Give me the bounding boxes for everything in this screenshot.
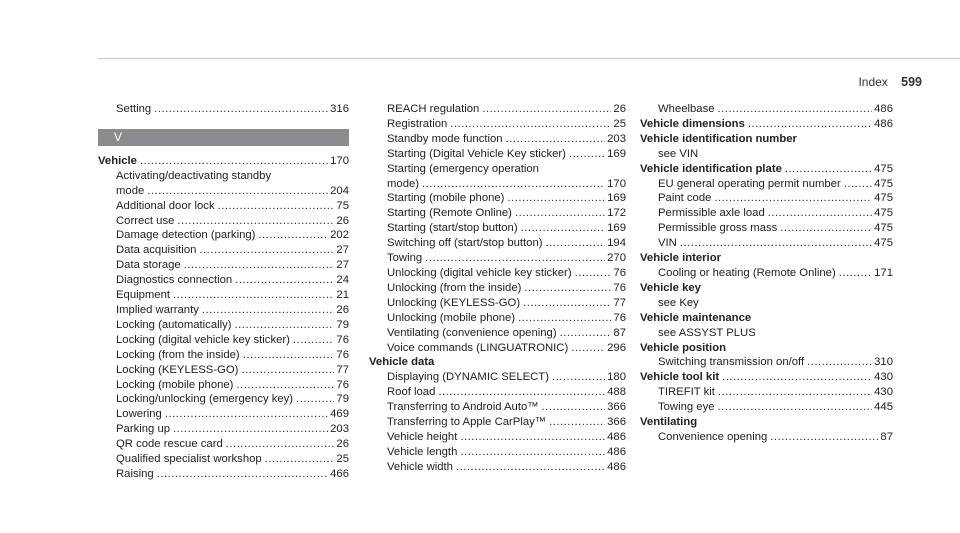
entry-label-line: Activating/deactivating standby — [116, 169, 272, 182]
entry-label: Vehicle — [98, 154, 137, 167]
entry-label: Locking (digital vehicle key sticker) — [116, 333, 290, 346]
entry-page: 180 — [607, 371, 626, 384]
index-entry[interactable] — [98, 273, 349, 288]
see-reference[interactable]: see ASSYST PLUS — [658, 326, 756, 339]
index-entry[interactable] — [98, 214, 349, 229]
entry-page: 87 — [613, 326, 626, 339]
index-entry[interactable] — [98, 422, 349, 437]
index-heading[interactable] — [640, 117, 893, 132]
entry-label: Unlocking (from the inside) — [387, 281, 522, 294]
leader-dots — [422, 177, 605, 192]
entry-label: EU general operating permit number — [658, 177, 841, 190]
entry-page: 203 — [607, 132, 626, 145]
entry-label: Locking/unlocking (emergency key) — [116, 393, 294, 406]
entry-label: QR code rescue card — [116, 438, 223, 451]
leader-dots — [718, 400, 873, 415]
index-entry[interactable] — [369, 102, 626, 117]
entry-label: Wheelbase — [658, 103, 715, 115]
index-entry[interactable] — [98, 407, 349, 422]
index-entry[interactable] — [98, 199, 349, 214]
index-heading[interactable]: Vehicle data — [369, 356, 435, 369]
index-entry[interactable] — [98, 243, 349, 258]
leader-dots — [226, 437, 335, 452]
top-rule — [98, 58, 960, 59]
entry-page: 170 — [330, 154, 349, 167]
entry-label: Starting (Digital Vehicle Key sticker) — [387, 147, 566, 160]
leader-dots — [569, 147, 605, 162]
entry-page: 486 — [607, 445, 626, 458]
leader-dots — [518, 311, 611, 326]
entry-page: 486 — [607, 430, 626, 443]
index-entry[interactable] — [369, 400, 626, 415]
index-heading[interactable]: Vehicle key — [640, 281, 701, 294]
entry-label: Starting (start/stop button) — [387, 222, 518, 235]
entry-page: 26 — [336, 438, 349, 451]
entry-page: 24 — [336, 274, 349, 287]
entry-page: 75 — [336, 199, 349, 212]
entry-page: 170 — [607, 177, 626, 190]
entry-label: mode — [116, 184, 145, 197]
entry-label: REACH regulation — [387, 103, 480, 115]
index-entry[interactable] — [369, 147, 626, 162]
leader-dots — [296, 392, 334, 407]
entry-label: Additional door lock — [116, 199, 215, 212]
leader-dots — [177, 214, 334, 229]
leader-dots — [243, 348, 335, 363]
entry-list — [640, 355, 893, 370]
index-entry[interactable] — [98, 348, 349, 363]
leader-dots — [844, 177, 872, 192]
index-entry[interactable] — [369, 281, 626, 296]
entry-label: Lowering — [116, 408, 162, 421]
leader-dots — [173, 422, 328, 437]
index-column-3 — [640, 102, 893, 445]
entry-label: Locking (mobile phone) — [116, 378, 234, 391]
index-entry[interactable] — [369, 311, 626, 326]
index-entry[interactable] — [369, 132, 626, 147]
entry-label: mode) — [387, 177, 420, 190]
leader-dots — [571, 341, 605, 356]
index-entry[interactable] — [369, 117, 626, 132]
entry-list — [369, 370, 626, 474]
entry-label: Permissible axle load — [658, 207, 765, 220]
entry-label-line: Starting (emergency operation — [387, 162, 539, 175]
entry-page: 475 — [874, 192, 893, 205]
leader-dots — [482, 102, 611, 117]
entry-page: 469 — [330, 408, 349, 421]
leader-dots — [218, 199, 335, 214]
leader-dots — [807, 355, 872, 370]
entry-page: 76 — [336, 378, 349, 391]
index-entry[interactable] — [98, 437, 349, 452]
entry-label: Equipment — [116, 289, 171, 302]
entry-label: Starting (Remote Online) — [387, 207, 512, 220]
leader-dots — [235, 318, 335, 333]
leader-dots — [199, 243, 334, 258]
entry-list — [640, 385, 893, 415]
index-entry[interactable] — [640, 191, 893, 206]
leader-dots — [680, 236, 872, 251]
entry-page: 316 — [330, 103, 349, 115]
entry-page: 169 — [607, 192, 626, 205]
index-entry[interactable] — [98, 184, 349, 199]
leader-dots — [438, 385, 605, 400]
leader-dots — [507, 191, 605, 206]
entry-page: 296 — [607, 341, 626, 354]
entry-label: Ventilating (convenience opening) — [387, 326, 557, 339]
leader-dots — [546, 236, 606, 251]
leader-dots — [140, 154, 328, 169]
index-entry[interactable] — [98, 392, 349, 407]
entry-page: 366 — [607, 401, 626, 414]
entry-page: 270 — [607, 252, 626, 265]
entry-label: Qualified specialist workshop — [116, 453, 262, 466]
index-entry[interactable] — [640, 430, 893, 445]
entry-page: 27 — [336, 259, 349, 272]
letter-section-header: V — [98, 129, 349, 146]
entry-page: 27 — [336, 244, 349, 257]
leader-dots — [236, 378, 334, 393]
entry-page: 76 — [613, 311, 626, 324]
entry-label: Cooling or heating (Remote Online) — [658, 266, 836, 279]
entry-page: 79 — [336, 393, 349, 406]
entry-label: Vehicle identification plate — [640, 162, 782, 175]
leader-dots — [549, 415, 605, 430]
index-entry[interactable] — [640, 206, 893, 221]
index-entry[interactable] — [98, 318, 349, 333]
leader-dots — [460, 430, 605, 445]
index-entry[interactable] — [369, 341, 626, 356]
entry-label: Standby mode function — [387, 132, 503, 145]
see-reference[interactable]: see Key — [658, 296, 699, 309]
leader-dots — [460, 445, 605, 460]
index-entry[interactable] — [369, 430, 626, 445]
index-entry[interactable] — [640, 102, 893, 117]
entry-page: 77 — [613, 296, 626, 309]
index-entry[interactable] — [369, 370, 626, 385]
index-entry[interactable] — [98, 363, 349, 378]
leader-dots — [456, 460, 605, 475]
page-header — [858, 75, 922, 89]
index-entry[interactable] — [369, 460, 626, 475]
entry-label: Convenience opening — [658, 430, 768, 443]
entry-page: 486 — [607, 460, 626, 473]
index-heading[interactable]: Ventilating — [640, 416, 698, 429]
index-entry[interactable] — [369, 445, 626, 460]
entry-page: 203 — [330, 423, 349, 436]
index-entry[interactable] — [640, 236, 893, 251]
index-entry[interactable] — [640, 400, 893, 415]
entry-page: 475 — [874, 162, 893, 175]
index-entry[interactable] — [640, 266, 893, 281]
entry-label: Voice commands (LINGUATRONIC) — [387, 341, 569, 354]
leader-dots — [768, 206, 872, 221]
index-entry[interactable] — [98, 258, 349, 273]
leader-dots — [722, 370, 872, 385]
entry-label: Data acquisition — [116, 244, 197, 257]
entry-page: 475 — [874, 207, 893, 220]
leader-dots — [718, 385, 872, 400]
leader-dots — [524, 281, 611, 296]
leader-dots — [154, 102, 328, 117]
leader-dots — [542, 400, 606, 415]
entry-label: Locking (KEYLESS-GO) — [116, 363, 239, 376]
entry-page: 26 — [336, 214, 349, 227]
entry-page: 488 — [607, 386, 626, 399]
leader-dots — [293, 333, 335, 348]
entry-page: 169 — [607, 222, 626, 235]
entry-label: Raising — [116, 467, 154, 480]
index-entry[interactable] — [369, 251, 626, 266]
index-entry[interactable] — [640, 177, 893, 192]
entry-page: 430 — [874, 371, 893, 384]
entry-page: 310 — [874, 356, 893, 369]
entry-page: 171 — [874, 266, 893, 279]
leader-dots — [780, 221, 872, 236]
entry-label: Unlocking (mobile phone) — [387, 311, 516, 324]
entry-page: 466 — [330, 467, 349, 480]
entry-label: Transferring to Apple CarPlay™ — [387, 416, 547, 429]
entry-page: 77 — [336, 363, 349, 376]
index-entry[interactable] — [98, 228, 349, 243]
index-entry[interactable] — [640, 355, 893, 370]
entry-page: 475 — [874, 237, 893, 250]
entry-page: 76 — [336, 333, 349, 346]
index-entry[interactable] — [640, 385, 893, 400]
leader-dots — [770, 430, 878, 445]
entry-list — [640, 266, 893, 281]
entry-page: 76 — [613, 266, 626, 279]
index-entry[interactable] — [98, 102, 349, 117]
entry-label: Locking (from the inside) — [116, 348, 240, 361]
entry-page: 26 — [613, 103, 626, 115]
entry-label: Parking up — [116, 423, 171, 436]
entry-page: 204 — [330, 184, 349, 197]
index-heading[interactable] — [98, 154, 349, 169]
entry-label: Displaying (DYNAMIC SELECT) — [387, 371, 549, 384]
index-entry[interactable] — [369, 191, 626, 206]
entry-page: 172 — [607, 207, 626, 220]
leader-dots — [552, 370, 605, 385]
leader-dots — [425, 251, 605, 266]
index-heading[interactable] — [640, 162, 893, 177]
leader-dots — [165, 407, 328, 422]
entry-label: Unlocking (digital vehicle key sticker) — [387, 266, 572, 279]
entry-page: 486 — [874, 103, 893, 115]
leader-dots — [748, 117, 872, 132]
entry-label: Towing — [387, 252, 423, 265]
leader-dots — [184, 258, 335, 273]
entry-page: 475 — [874, 177, 893, 190]
entry-page: 366 — [607, 416, 626, 429]
index-entry[interactable] — [98, 378, 349, 393]
entry-page: 25 — [613, 117, 626, 130]
leader-dots — [241, 363, 334, 378]
entry-page: 486 — [874, 117, 893, 130]
leader-dots — [714, 191, 872, 206]
entry-label: Starting (mobile phone) — [387, 192, 505, 205]
entry-list — [369, 102, 626, 162]
entry-label: Roof load — [387, 386, 436, 399]
index-entry[interactable] — [369, 236, 626, 251]
entry-label: TIREFIT kit — [658, 386, 715, 399]
leader-dots — [506, 132, 606, 147]
leader-dots — [265, 452, 335, 467]
entry-label: Vehicle dimensions — [640, 117, 745, 130]
entry-label: Switching off (start/stop button) — [387, 237, 543, 250]
index-entry[interactable] — [369, 221, 626, 236]
index-entry[interactable] — [98, 288, 349, 303]
see-reference[interactable]: see VIN — [658, 147, 699, 160]
index-entry[interactable] — [369, 266, 626, 281]
entry-label: Registration — [387, 117, 448, 130]
leader-dots — [523, 296, 611, 311]
index-entry[interactable] — [98, 303, 349, 318]
entry-label: Transferring to Android Auto™ — [387, 401, 539, 414]
index-column-1 — [98, 102, 349, 482]
entry-label: Towing eye — [658, 401, 715, 414]
leader-dots — [202, 303, 335, 318]
entry-page: 79 — [336, 318, 349, 331]
index-heading[interactable] — [640, 370, 893, 385]
leader-dots — [147, 184, 328, 199]
leader-dots — [258, 228, 328, 243]
leader-dots — [450, 117, 611, 132]
index-entry[interactable] — [369, 206, 626, 221]
index-entry[interactable] — [369, 385, 626, 400]
section-title: Index — [858, 75, 888, 89]
page-number: 599 — [901, 75, 922, 89]
entry-label: VIN — [658, 237, 677, 250]
entry-label: Vehicle width — [387, 460, 453, 473]
entry-list — [369, 191, 626, 355]
entry-page: 21 — [336, 289, 349, 302]
entry-page: 475 — [874, 222, 893, 235]
leader-dots — [839, 266, 872, 281]
entry-page: 202 — [330, 229, 349, 242]
index-entry[interactable] — [640, 221, 893, 236]
entry-label: Switching transmission on/off — [658, 356, 805, 369]
entry-page: 194 — [607, 237, 626, 250]
index-entry[interactable] — [369, 326, 626, 341]
leader-dots — [157, 467, 328, 482]
entry-label: Diagnostics connection — [116, 274, 233, 287]
index-column-2 — [369, 102, 626, 475]
entry-list — [640, 430, 893, 445]
entry-label: Vehicle height — [387, 430, 458, 443]
index-heading[interactable]: Vehicle identification number — [640, 132, 797, 145]
index-heading[interactable]: Vehicle interior — [640, 252, 721, 265]
index-entry[interactable] — [369, 296, 626, 311]
entry-label: Damage detection (parking) — [116, 229, 256, 242]
index-heading[interactable]: Vehicle maintenance — [640, 311, 752, 324]
entry-label: Locking (automatically) — [116, 318, 232, 331]
entry-label: Vehicle length — [387, 445, 458, 458]
index-entry[interactable] — [98, 333, 349, 348]
leader-dots — [515, 206, 605, 221]
index-heading[interactable]: Vehicle position — [640, 341, 727, 354]
index-entry[interactable] — [98, 467, 349, 482]
index-entry[interactable] — [369, 415, 626, 430]
entry-label: Vehicle tool kit — [640, 371, 720, 384]
entry-page: 87 — [880, 430, 893, 443]
leader-dots — [785, 162, 872, 177]
leader-dots — [235, 273, 334, 288]
index-entry[interactable] — [369, 177, 626, 192]
leader-dots — [575, 266, 612, 281]
entry-page: 25 — [336, 453, 349, 466]
entry-label: Implied warranty — [116, 303, 199, 316]
entry-label: Unlocking (KEYLESS-GO) — [387, 296, 521, 309]
entry-label: Data storage — [116, 259, 181, 272]
leader-dots — [718, 102, 873, 117]
leader-dots — [521, 221, 606, 236]
leader-dots — [173, 288, 334, 303]
entry-label: Permissible gross mass — [658, 222, 778, 235]
entry-label: Setting — [116, 103, 152, 115]
entry-page: 76 — [336, 348, 349, 361]
entry-list — [98, 199, 349, 482]
leader-dots — [560, 326, 612, 341]
entry-page: 26 — [336, 303, 349, 316]
entry-label: Correct use — [116, 214, 175, 227]
entry-page: 169 — [607, 147, 626, 160]
entry-page: 76 — [613, 281, 626, 294]
entry-list — [640, 177, 893, 252]
entry-page: 430 — [874, 386, 893, 399]
index-entry[interactable] — [98, 452, 349, 467]
entry-label: Paint code — [658, 192, 712, 205]
entry-page: 445 — [874, 401, 893, 414]
